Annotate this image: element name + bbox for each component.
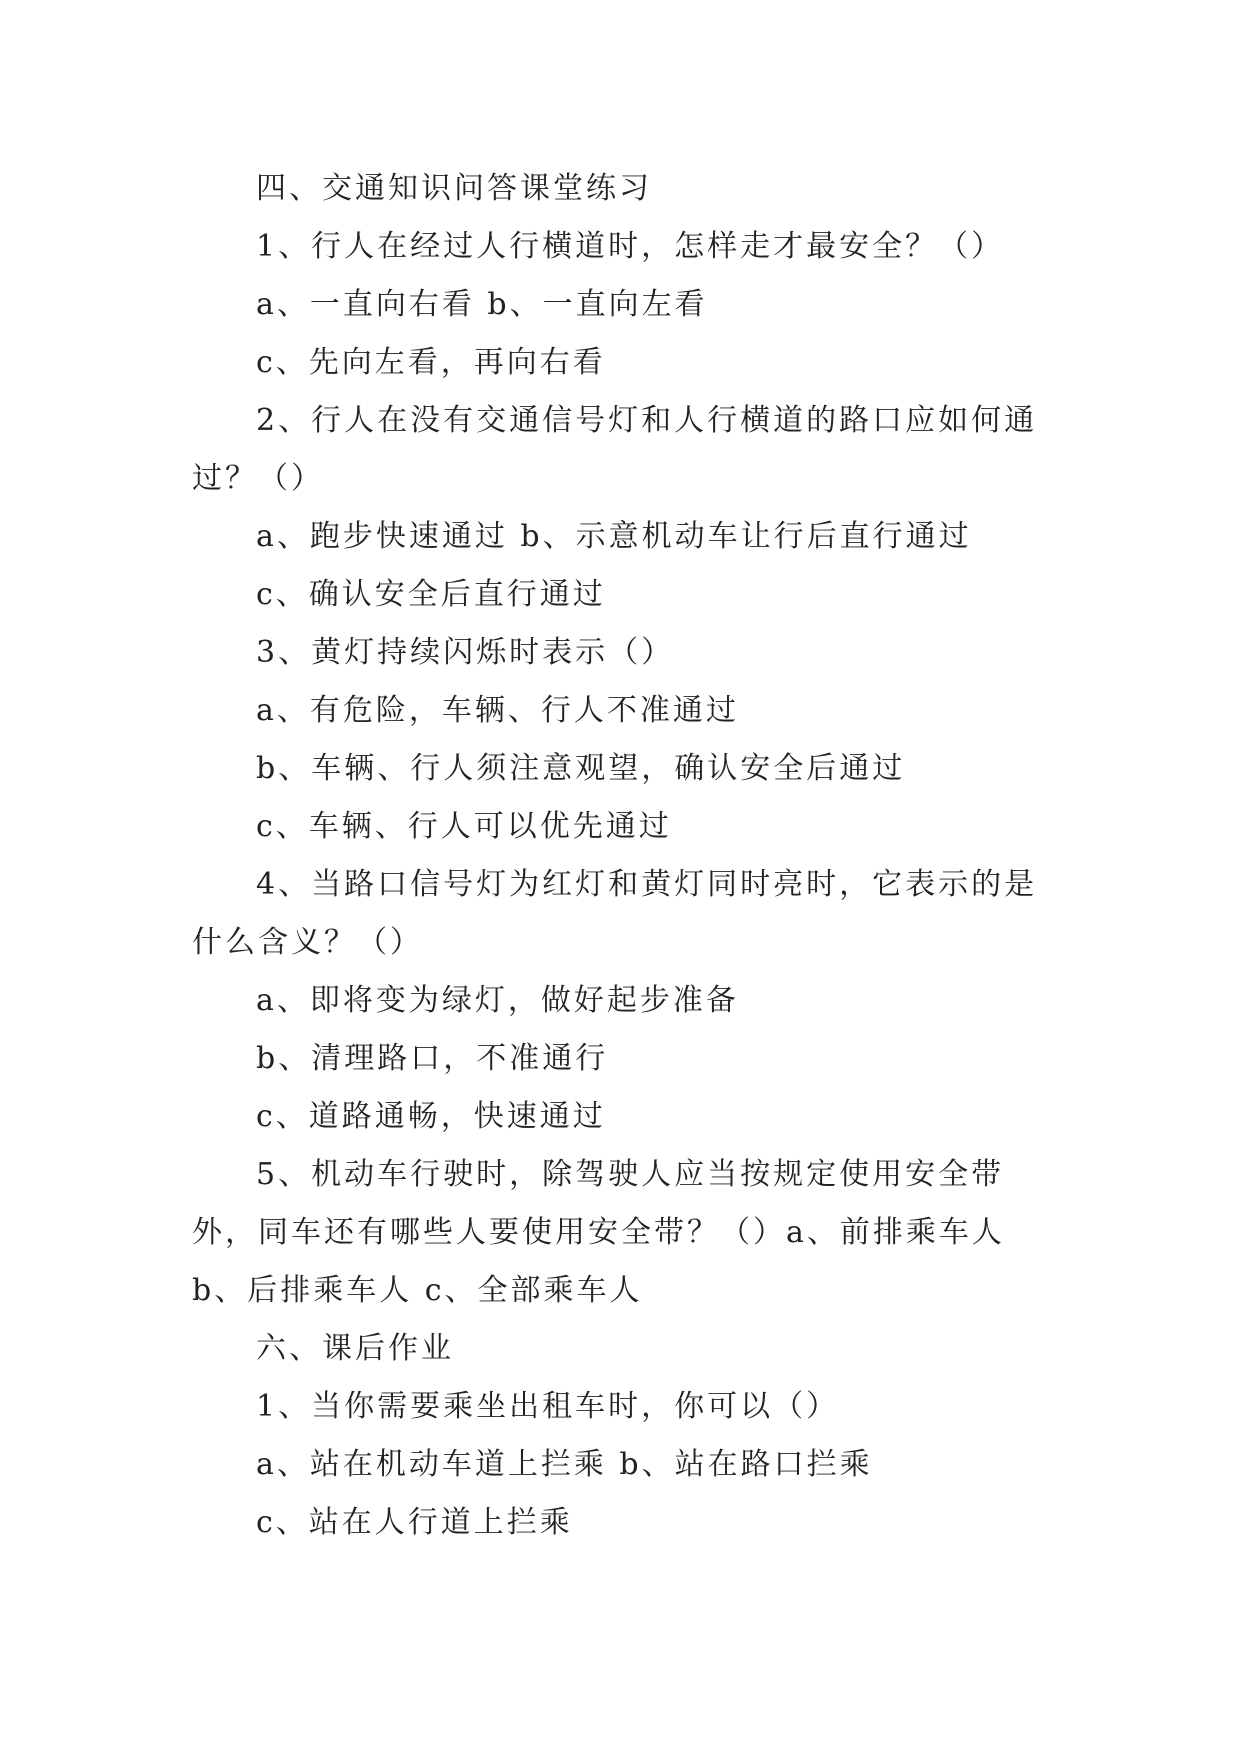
homework-question-1-option-c: c、站在人行道上拦乘 <box>256 1505 573 1540</box>
section-heading: 四、交通知识问答课堂练习 <box>256 171 652 206</box>
question-4: 4、当路口信号灯为红灯和黄灯同时亮时，它表示的是什么含义？（） <box>192 867 1038 960</box>
question-3-option-a: a、有危险，车辆、行人不准通过 <box>256 693 739 728</box>
question-1-option-c: c、先向左看，再向右看 <box>256 345 606 380</box>
question-5: 5、机动车行驶时，除驾驶人应当按规定使用安全带外，同车还有哪些人要使用安全带？（）a、前排乘车人 b、后排乘车人 c、全部乘车人 <box>192 1157 1005 1308</box>
homework-question-1: 1、当你需要乘坐出租车时，你可以（） <box>256 1389 840 1424</box>
question-1-options-ab: a、一直向右看 b、一直向左看 <box>256 287 708 322</box>
document-body <box>192 160 1052 1552</box>
question-2-options-ab: a、跑步快速通过 b、示意机动车让行后直行通过 <box>256 519 972 554</box>
question-3-option-b: b、车辆、行人须注意观望，确认安全后通过 <box>256 751 906 786</box>
question-3-option-c: c、车辆、行人可以优先通过 <box>256 809 672 844</box>
question-4-option-b: b、清理路口，不准通行 <box>256 1041 609 1076</box>
question-4-option-a: a、即将变为绿灯，做好起步准备 <box>256 983 739 1018</box>
homework-question-1-options-ab: a、站在机动车道上拦乘 b、站在路口拦乘 <box>256 1447 873 1482</box>
question-4-option-c: c、道路通畅，快速通过 <box>256 1099 606 1134</box>
question-2-option-c: c、确认安全后直行通过 <box>256 577 606 612</box>
question-3: 3、黄灯持续闪烁时表示（） <box>256 635 675 670</box>
homework-heading: 六、课后作业 <box>256 1331 454 1366</box>
question-1: 1、行人在经过人行横道时，怎样走才最安全？（） <box>256 229 1005 264</box>
question-2: 2、行人在没有交通信号灯和人行横道的路口应如何通过？（） <box>192 403 1038 496</box>
